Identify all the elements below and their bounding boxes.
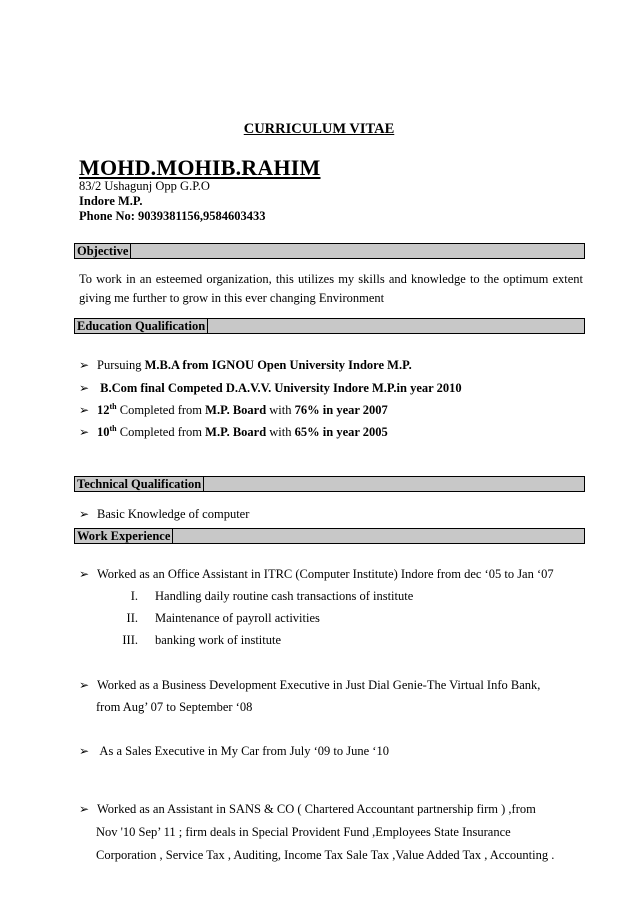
objective-heading: Objective	[77, 244, 131, 259]
bullet-arrow-icon: ➢	[79, 381, 90, 395]
address-line-2: Indore M.P.	[79, 194, 143, 208]
duty-text: Maintenance of payroll activities	[155, 611, 320, 625]
work-item-continuation: from Aug’ 07 to September ‘08	[96, 700, 253, 714]
bullet-arrow-icon: ➢	[79, 403, 90, 417]
work-item: ➢ Worked as a Business Development Executive in Just Dial Genie-The Virtual Info Bank,	[79, 678, 541, 692]
work-item-continuation: Nov '10 Sep’ 11 ; firm deals in Special Provident Fund ,Employees State Insurance	[96, 825, 511, 839]
phone-line: Phone No: 9039381156,9584603433	[79, 209, 266, 223]
work-item-continuation: Corporation , Service Tax , Auditing, Income Tax Sale Tax ,Value Added Tax , Accounting .	[96, 848, 555, 862]
candidate-name: MOHD.MOHIB.RAHIM	[79, 155, 321, 180]
technical-section-bar	[74, 476, 585, 492]
bullet-arrow-icon: ➢	[79, 358, 90, 372]
duty-number: I.	[130, 589, 138, 603]
bullet-arrow-icon: ➢	[79, 678, 90, 692]
technical-heading: Technical Qualification	[77, 477, 204, 492]
bullet-arrow-icon: ➢	[79, 802, 90, 816]
work-section-bar	[74, 528, 585, 544]
duty-text: Handling daily routine cash transactions of institute	[155, 589, 414, 603]
bullet-arrow-icon: ➢	[79, 507, 90, 521]
objective-text: To work in an esteemed organization, this utilizes my skills and knowledge to the optimum extent giving me further to grow in this ever changing Environment	[79, 272, 583, 305]
bullet-arrow-icon: ➢	[79, 567, 90, 581]
work-item: ➢ Worked as an Assistant in SANS & CO ( Chartered Accountant partnership firm ) ,from	[79, 802, 536, 816]
education-item: ➢ 10th Completed from M.P. Board with 65% in year 2005	[79, 423, 388, 439]
address-line-1: 83/2 Ushagunj Opp G.P.O	[79, 179, 210, 193]
bullet-arrow-icon: ➢	[79, 425, 90, 439]
work-item: ➢ Worked as an Office Assistant in ITRC (Computer Institute) Indore from dec ‘05 to Jan ‘07	[79, 567, 554, 581]
bullet-arrow-icon: ➢	[79, 744, 90, 758]
education-item: ➢ Pursuing M.B.A from IGNOU Open University Indore M.P.	[79, 358, 412, 372]
education-heading: Education Qualification	[77, 319, 208, 334]
education-item: ➢ B.Com final Competed D.A.V.V. University Indore M.P.in year 2010	[79, 381, 462, 395]
education-section-bar	[74, 318, 585, 334]
technical-item: ➢ Basic Knowledge of computer	[79, 507, 250, 521]
duty-number: II.	[126, 611, 138, 625]
document-title: CURRICULUM VITAE	[243, 121, 395, 137]
duty-text: banking work of institute	[155, 633, 282, 647]
work-item: ➢ As a Sales Executive in My Car from July ‘09 to June ‘10	[79, 744, 389, 758]
duty-number: III.	[122, 633, 138, 647]
work-heading: Work Experience	[77, 529, 173, 544]
education-item: ➢ 12th Completed from M.P. Board with 76% in year 2007	[79, 401, 388, 417]
objective-section-bar	[74, 243, 585, 259]
